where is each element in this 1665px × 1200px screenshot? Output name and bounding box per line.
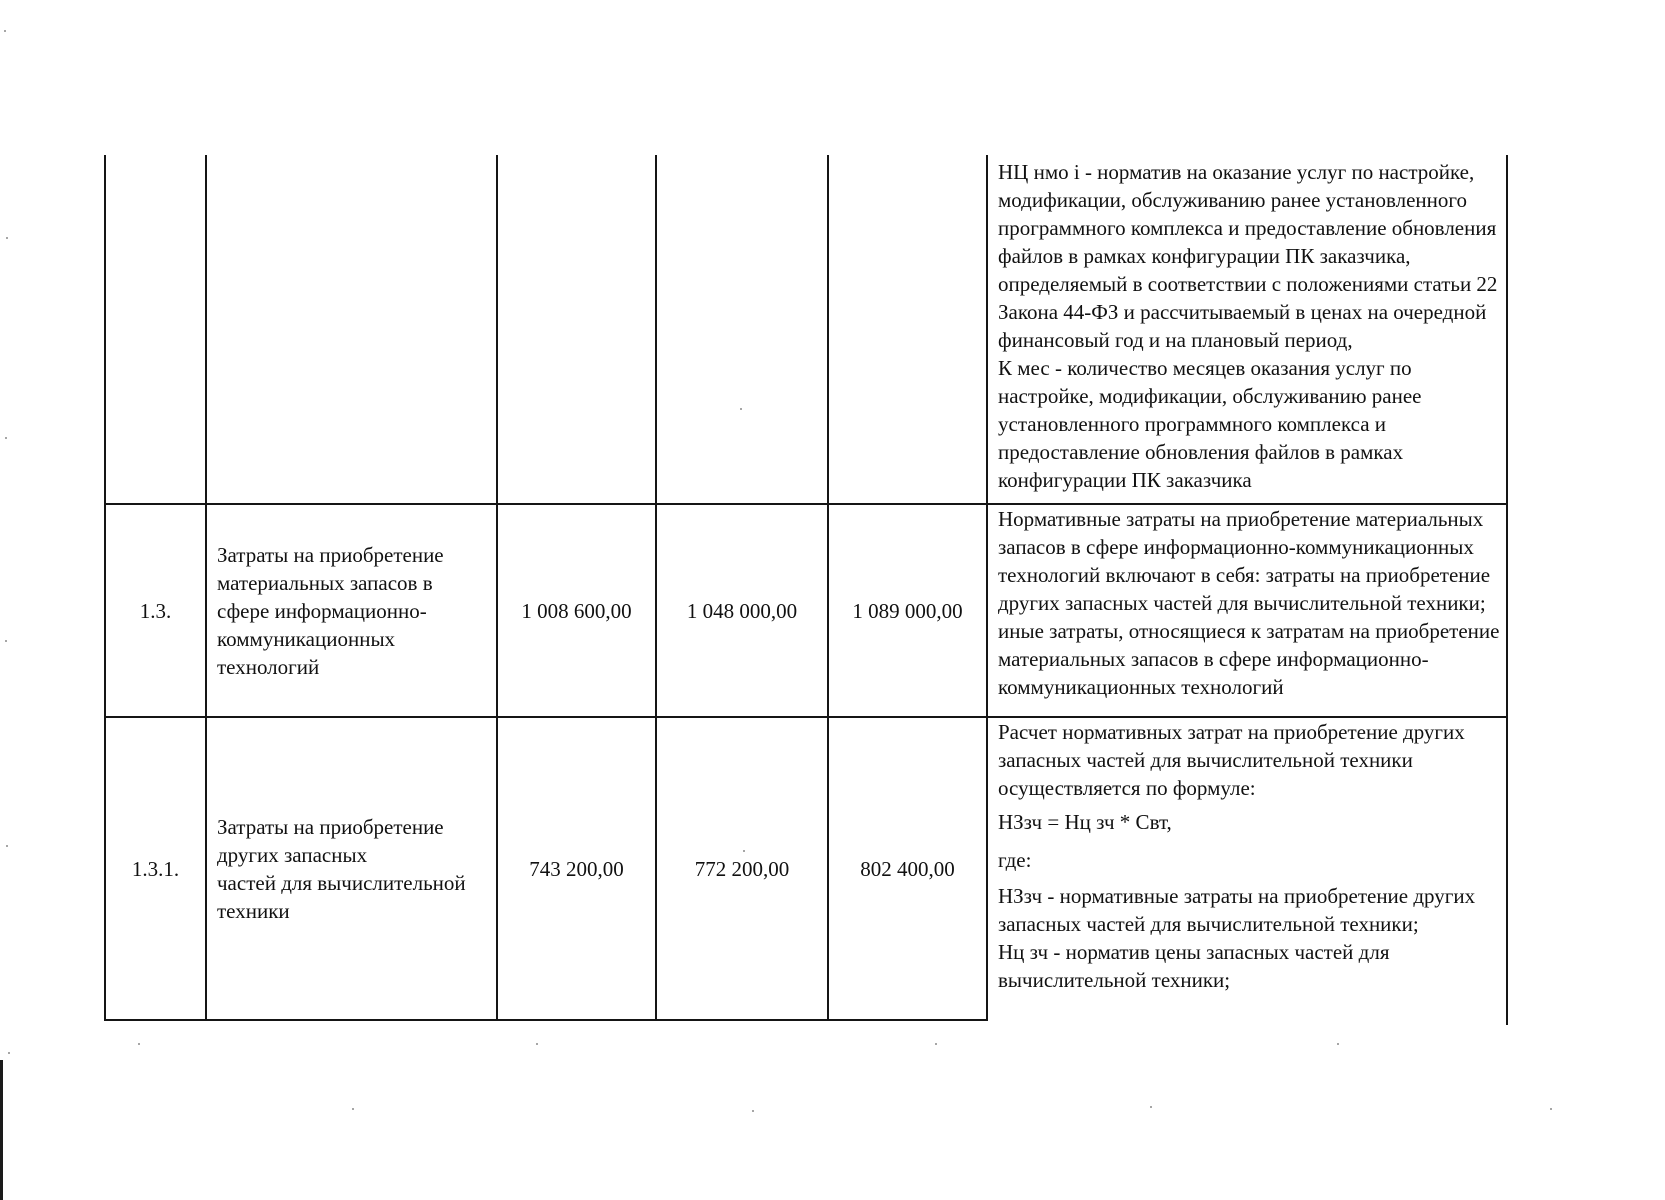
scan-speck <box>5 437 7 439</box>
scan-speck <box>752 1110 754 1112</box>
description-paragraph-k-mes: К мес - количество месяцев оказания услуг по настройке, модификации, обслуживанию ранее установленного программного комплекса и предоставление обновления файлов в рамках конфигурации ПК заказчика <box>998 356 1422 492</box>
row-1-3-1-value-1: 743 200,00 <box>529 856 624 881</box>
row-1-3-value-2: 1 048 000,00 <box>686 598 798 623</box>
scan-speck <box>1150 1106 1152 1108</box>
row-1-3-1-description <box>988 718 1506 994</box>
scan-speck <box>6 845 8 847</box>
row-1-3-1-value-3: 802 400,00 <box>860 856 955 881</box>
scan-speck <box>4 30 6 32</box>
scan-speck <box>8 1052 10 1054</box>
scan-speck <box>740 408 742 410</box>
scan-speck <box>536 1043 538 1045</box>
formula-definition: НЗзч - нормативные затраты на приобретение других запасных частей для вычислительной техники; <box>998 884 1476 936</box>
scan-speck <box>6 237 8 239</box>
scan-speck <box>743 850 745 852</box>
scan-speck <box>1337 1043 1339 1045</box>
continued-row-description <box>988 158 1506 494</box>
scan-speck <box>935 1043 937 1045</box>
row-1-3-1-name-line: техники <box>217 898 290 923</box>
formula: НЗзч = Нц зч * Свт, <box>998 810 1172 834</box>
scan-speck <box>5 640 7 642</box>
formula-where: где: <box>998 848 1032 872</box>
scan-speck <box>1550 1108 1552 1110</box>
row-1-3-value-3: 1 089 000,00 <box>852 598 963 623</box>
formula-definition: Нц зч - норматив цены запасных частей для вычислительной техники; <box>998 940 1390 992</box>
row-1-3-1-name-line: других запасных <box>217 842 368 867</box>
scan-edge-mark <box>0 1060 3 1200</box>
row-1-3-name: Затраты на приобретение материальных запасов в сфере информационно-коммуникационных технологий <box>217 542 444 679</box>
row-1-3-1-name-line: Затраты на приобретение <box>217 814 444 839</box>
scan-speck <box>138 1043 140 1045</box>
row-1-3-1-number: 1.3.1. <box>131 856 180 881</box>
scan-speck <box>352 1108 354 1110</box>
table-bottom-border <box>104 1019 988 1021</box>
row-1-3-description: Нормативные затраты на приобретение материальных запасов в сфере информационно-коммуникационных технологий включают в себя: затраты на приобретение других запасных частей для вычислительной техники; иные затраты, относящиеся к затратам на приобретение материальных запасов в сфере информационно-коммуникационных технологий <box>998 507 1500 699</box>
description-paragraph-nc-nmo: НЦ нмо i - норматив на оказание услуг по настройке, модификации, обслуживанию ранее установленного программного комплекса и предоставление обновления файлов в рамках конфигурации ПК заказчика, определяемый в соответствии с положениями статьи 22 Закона 44-ФЗ и рассчитываемый в ценах на очередной финансовый год и на плановый период, <box>998 160 1498 352</box>
row-1-3-1-name-line: частей для вычислительной <box>217 870 466 895</box>
row-1-3-value-1: 1 008 600,00 <box>521 598 632 623</box>
table-border-right <box>1506 155 1508 1025</box>
formula-intro: Расчет нормативных затрат на приобретение других запасных частей для вычислительной техники осуществляется по формуле: <box>998 720 1465 800</box>
row-1-3-1-name <box>207 718 496 1019</box>
row-1-3-number: 1.3. <box>139 598 172 623</box>
row-1-3-1-value-2: 772 200,00 <box>694 856 790 881</box>
